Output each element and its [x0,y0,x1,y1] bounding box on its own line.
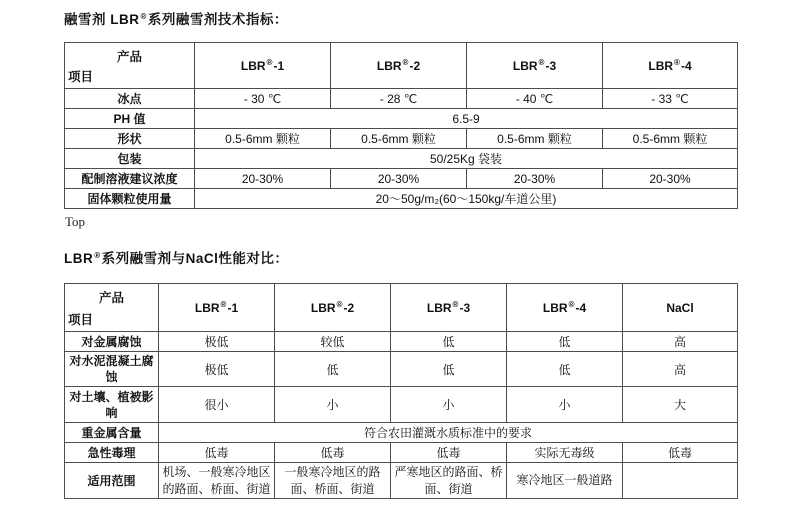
row-label: PH 值 [65,109,195,129]
table-row-freezing-point [65,89,738,109]
table-row-soil-vegetation [65,387,738,423]
table-cell: 较低 [275,332,391,352]
table-row-metal-corrosion [65,332,738,352]
product-suffix: -3 [545,59,557,73]
table-cell: 0.5-6mm 颗粒 [603,129,738,149]
table-cell: 低毒 [159,443,275,463]
column-header-lbr3 [467,43,603,89]
top-link[interactable]: Top [65,214,86,229]
row-label: 重金属含量 [65,423,159,443]
column-header-lbr2 [331,43,467,89]
row-label: 适用范围 [65,463,159,498]
registered-mark: ® [674,58,680,67]
table-row-solid-dosage [65,189,738,209]
table-header-row [65,284,738,332]
registered-mark: ® [336,300,343,309]
table-cell: 20-30% [195,169,331,189]
product-name: LBR [310,301,336,315]
tech-specs-table [64,42,738,209]
table-cell: 机场、一般寒冷地区的路面、桥面、街道 [159,463,275,498]
table-cell: 极低 [159,352,275,387]
table-cell: 低毒 [391,443,507,463]
table-cell: 实际无毒级 [507,443,623,463]
comparison-table [64,283,738,499]
row-label: 形状 [65,129,195,149]
corner-cell [65,43,195,89]
table-cell: 高 [623,352,738,387]
table-cell: 低 [507,352,623,387]
title-text: LBR [64,251,94,266]
tech-specs-title [64,8,288,28]
table-cell: - 30 ℃ [195,89,331,109]
product-name: LBR [240,59,266,73]
table-cell: 20-30% [603,169,738,189]
registered-mark: ® [266,58,273,67]
table-cell: 低毒 [275,443,391,463]
table-cell: 大 [623,387,738,423]
table-cell-merged: 20～50g/m₂(60～150kg/车道公里) [195,189,738,209]
table-cell: 小 [507,387,623,423]
row-label: 对水泥混凝土腐蚀 [65,352,159,387]
table-cell: 高 [623,332,738,352]
product-suffix: -4 [680,59,692,73]
product-suffix: -1 [227,301,239,315]
registered-mark: ® [94,250,101,260]
table-row-application-scope [65,463,738,498]
table-cell: 20-30% [467,169,603,189]
column-header-lbr1 [195,43,331,89]
product-name: LBR [512,59,538,73]
row-label: 配制溶液建议浓度 [65,169,195,189]
table-cell: 小 [275,387,391,423]
table-cell: - 33 ℃ [603,89,738,109]
corner-item-label: 项目 [68,313,94,327]
column-header-lbr1 [159,284,275,332]
table-cell: 20-30% [331,169,467,189]
table-row-ph [65,109,738,129]
table-cell: 严寒地区的路面、桥面、街道 [391,463,507,498]
product-name: LBR [648,59,674,73]
row-label: 对土壤、植被影响 [65,387,159,423]
product-suffix: -2 [409,59,421,73]
row-label: 急性毒理 [65,443,159,463]
product-suffix: -4 [575,301,587,315]
table-cell: 低 [275,352,391,387]
table-row-heavy-metal [65,423,738,443]
table-cell: 极低 [159,332,275,352]
table-row-acute-toxicity [65,443,738,463]
registered-mark: ® [452,300,459,309]
column-header-lbr4 [603,43,738,89]
corner-cell [65,284,159,332]
corner-item-label: 项目 [68,70,94,84]
table-cell: 低毒 [623,443,738,463]
table-cell-merged: 6.5-9 [195,109,738,129]
product-name: LBR [376,59,402,73]
table-cell: 寒冷地区一般道路 [507,463,623,498]
table-cell: 低 [507,332,623,352]
column-header-nacl: NaCl [623,284,738,332]
table-cell: 0.5-6mm 颗粒 [467,129,603,149]
table-cell-merged: 50/25Kg 袋装 [195,149,738,169]
column-header-lbr2 [275,284,391,332]
registered-mark: ® [140,11,147,21]
table-cell: 小 [391,387,507,423]
registered-mark: ® [220,300,227,309]
product-suffix: -3 [459,301,471,315]
title-text: 系列融雪剂技术指标： [147,12,288,27]
table-cell [623,463,738,498]
table-row-shape [65,129,738,149]
column-header-lbr3 [391,284,507,332]
registered-mark: ® [568,300,575,309]
corner-product-label: 产品 [116,50,142,64]
table-cell: 低 [391,352,507,387]
title-text: 融雪剂 LBR [64,12,140,27]
row-label: 对金属腐蚀 [65,332,159,352]
row-label: 固体颗粒使用量 [65,189,195,209]
table-cell: - 28 ℃ [331,89,467,109]
product-name: LBR [194,301,220,315]
registered-mark: ® [538,58,545,67]
table-header-row [65,43,738,89]
table-cell: 低 [391,332,507,352]
table-row-packing [65,149,738,169]
table-cell: 很小 [159,387,275,423]
product-name: LBR [542,301,568,315]
table-cell-merged: 符合农田灌溉水质标准中的要求 [159,423,738,443]
comparison-title [64,247,288,267]
row-label: 包装 [65,149,195,169]
title-text: 系列融雪剂与NaCl性能对比： [101,251,289,266]
table-row-solution-concentration [65,169,738,189]
table-cell: 0.5-6mm 颗粒 [331,129,467,149]
registered-mark: ® [402,58,409,67]
corner-product-label: 产品 [98,291,124,305]
table-cell: 0.5-6mm 颗粒 [195,129,331,149]
row-label: 冰点 [65,89,195,109]
product-suffix: -1 [273,59,285,73]
product-name: LBR [426,301,452,315]
column-header-lbr4 [507,284,623,332]
table-row-concrete-corrosion [65,352,738,387]
table-cell: - 40 ℃ [467,89,603,109]
product-suffix: -2 [343,301,355,315]
table-cell: 一般寒冷地区的路面、桥面、街道 [275,463,391,498]
